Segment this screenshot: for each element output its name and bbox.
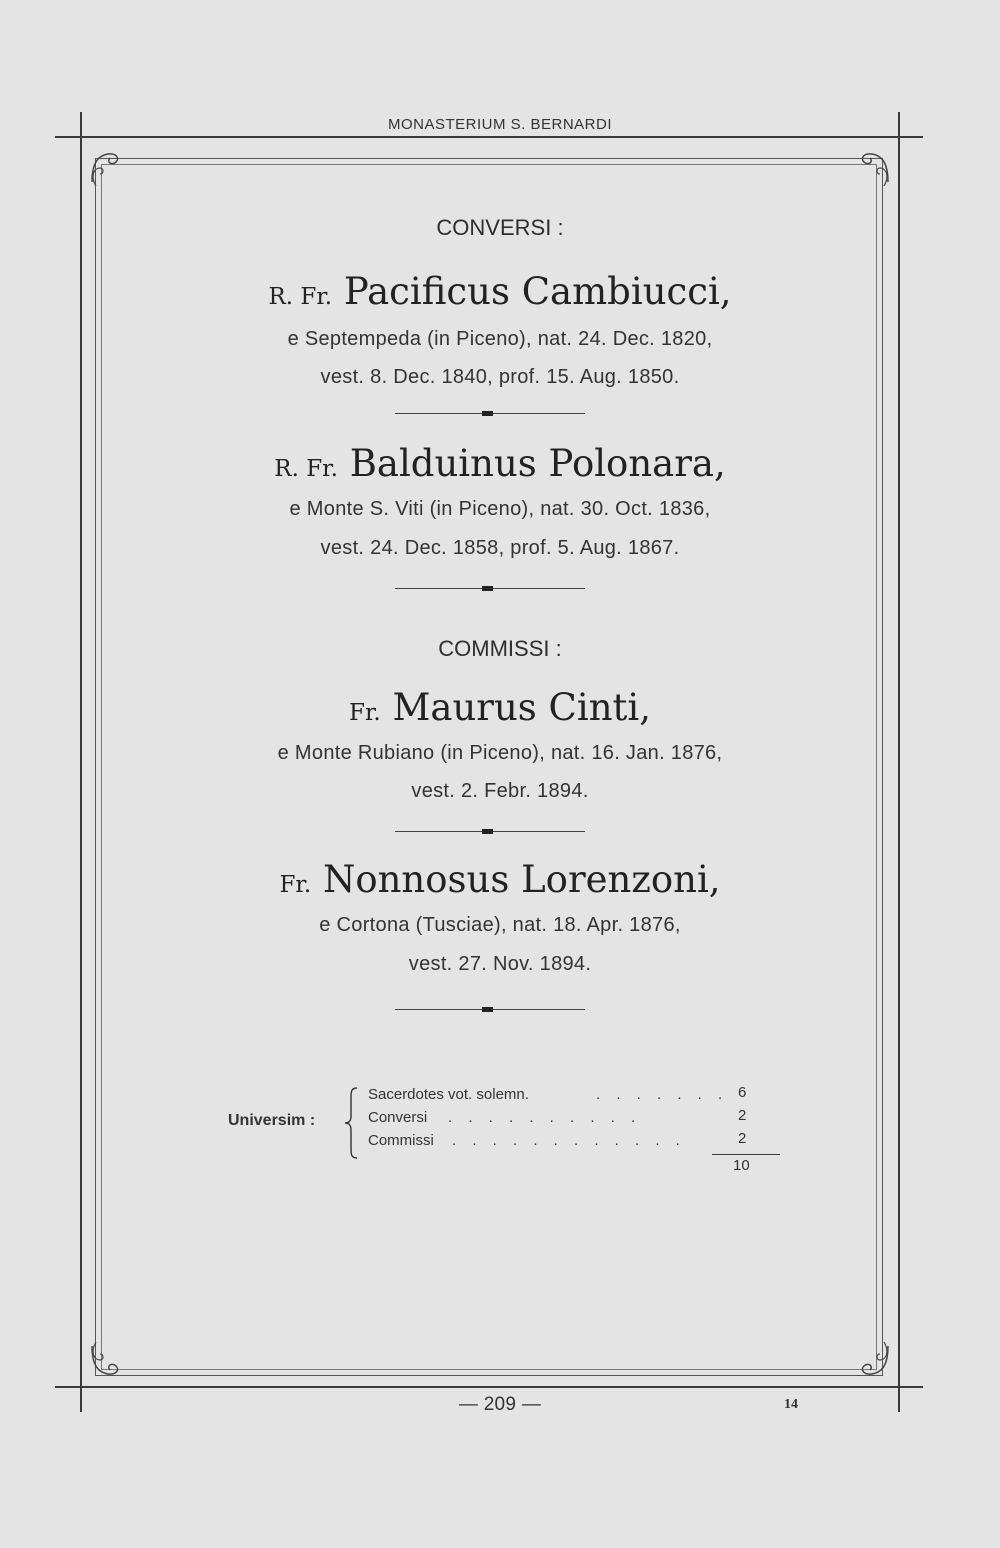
entry-origin-line: e Septempeda (in Piceno), nat. 24. Dec. 1820, <box>287 328 713 350</box>
brace-icon <box>343 1086 359 1160</box>
entry-prefix: Fr. <box>349 700 381 726</box>
summary-total: 10 <box>733 1157 750 1174</box>
separator-rule <box>395 831 585 832</box>
header-rule <box>55 136 923 138</box>
summary-row <box>368 1132 686 1149</box>
summary-row-label: Commissi <box>368 1132 434 1149</box>
entry-origin-line: e Cortona (Tusciae), nat. 18. Apr. 1876, <box>319 914 681 936</box>
entry-prefix: Fr. <box>279 872 312 898</box>
summary-row-value: 2 <box>738 1107 747 1124</box>
entry-vows-line: vest. 24. Dec. 1858, prof. 5. Aug. 1867. <box>320 537 680 559</box>
entry-name <box>0 270 1000 313</box>
signature-mark: 14 <box>784 1397 798 1412</box>
corner-ornament-icon <box>86 146 128 188</box>
running-header: MONASTERIUM S. BERNARDI <box>387 116 613 133</box>
entry-prefix: R. Fr. <box>268 284 333 310</box>
summary-row-label: Sacerdotes vot. solemn. <box>368 1086 529 1103</box>
entry-origin-line: e Monte Rubiano (in Piceno), nat. 16. Jan. 1876, <box>277 742 723 764</box>
separator-rule <box>395 1009 585 1010</box>
corner-ornament-icon <box>852 1340 894 1382</box>
entry-name <box>0 858 1000 901</box>
entry-name-text: Nonnosus Lorenzoni, <box>322 858 721 901</box>
summary-row-value: 6 <box>738 1084 747 1101</box>
entry-vows-line: vest. 27. Nov. 1894. <box>408 953 592 975</box>
separator-rule <box>395 413 585 414</box>
summary-row-dots: . . . . . . . . . . . . <box>452 1132 686 1149</box>
summary-label: Universim : <box>228 1112 316 1129</box>
summary-row <box>368 1086 729 1103</box>
page-number: — 209 — <box>458 1394 542 1415</box>
entry-name <box>0 686 1000 729</box>
summary-row-dots: . . . . . . . <box>596 1086 729 1103</box>
summary-row-dots: . . . . . . . . . . <box>448 1109 642 1126</box>
summary-total-rule <box>712 1154 780 1155</box>
summary-row-label: Conversi <box>368 1109 428 1126</box>
entry-vows-line: vest. 8. Dec. 1840, prof. 15. Aug. 1850. <box>320 366 680 388</box>
entry-name <box>0 442 1000 485</box>
separator-rule <box>395 588 585 589</box>
section-title-commissi: COMMISSI : <box>438 636 562 661</box>
entry-name-text: Pacificus Cambiucci, <box>343 270 732 313</box>
summary-row-value: 2 <box>738 1130 747 1147</box>
corner-ornament-icon <box>852 146 894 188</box>
entry-origin-line: e Monte S. Viti (in Piceno), nat. 30. Oct. 1836, <box>289 498 711 520</box>
section-title-conversi: CONVERSI : <box>436 215 564 240</box>
entry-prefix: R. Fr. <box>274 456 338 482</box>
entry-name-text: Balduinus Polonara, <box>349 442 726 485</box>
entry-name-text: Maurus Cinti, <box>392 686 651 729</box>
corner-ornament-icon <box>86 1340 128 1382</box>
footer-rule <box>55 1386 923 1388</box>
summary-row <box>368 1109 642 1126</box>
entry-vows-line: vest. 2. Febr. 1894. <box>411 780 589 802</box>
